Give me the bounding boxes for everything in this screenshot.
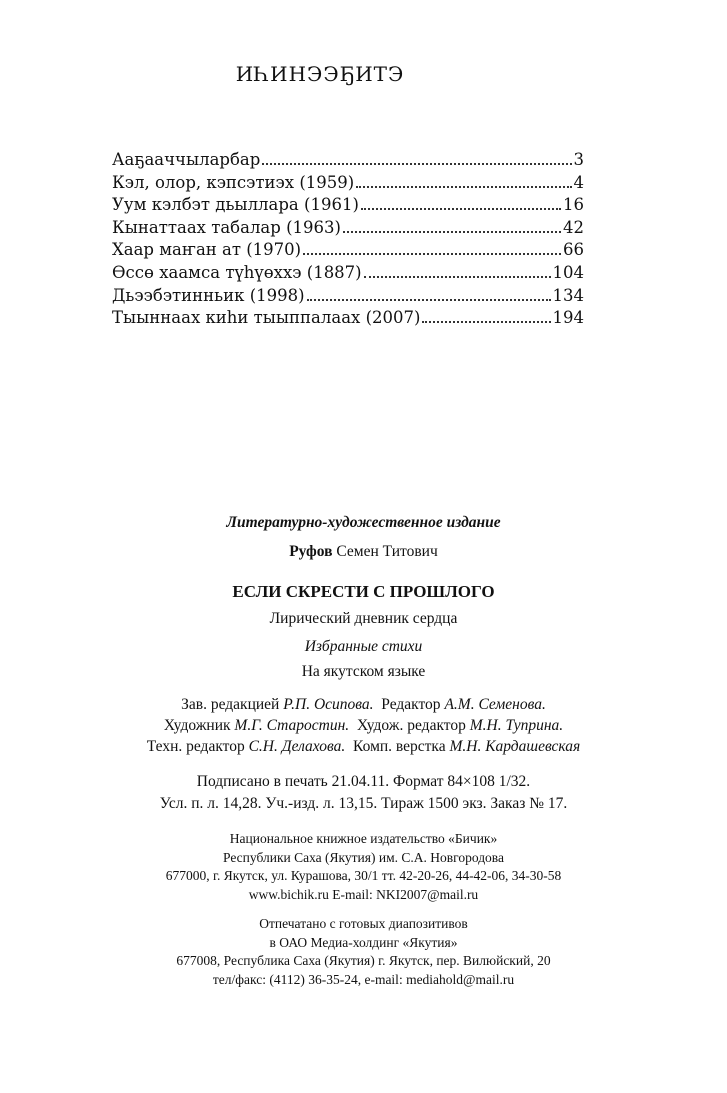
dot-leader bbox=[422, 321, 550, 323]
toc-entry-page: 16 bbox=[563, 195, 584, 215]
toc-entry bbox=[112, 173, 584, 196]
toc-entry bbox=[112, 286, 584, 309]
table-of-contents bbox=[112, 150, 584, 331]
printer-contacts: тел/факс: (4112) 36-35-24, e-mail: mediahold@mail.ru bbox=[212, 972, 515, 987]
book-language: На якутском языке bbox=[301, 663, 426, 680]
toc-entry-title: Дьээбэтинньик (1998) bbox=[112, 285, 305, 305]
toc-entry bbox=[112, 240, 584, 263]
author-surname: Руфов bbox=[289, 543, 333, 560]
dot-leader bbox=[343, 231, 561, 233]
book-subtitle: Лирический дневник сердца bbox=[269, 610, 458, 627]
toc-entry-page: 4 bbox=[573, 172, 584, 192]
toc-entry-page: 194 bbox=[552, 308, 584, 328]
toc-entry-title: Ааҕааччыларбар bbox=[112, 150, 261, 169]
toc-entry-page: 3 bbox=[573, 150, 584, 169]
publisher-line: Национальное книжное издательство «Бичик» bbox=[229, 831, 498, 846]
toc-entry-title: Тыыннаах киһи тыыппалаах (2007) bbox=[112, 308, 421, 328]
dot-leader bbox=[303, 253, 561, 255]
toc-entry-page: 134 bbox=[552, 285, 584, 305]
dot-leader bbox=[262, 163, 571, 165]
toc-entry bbox=[112, 195, 584, 218]
toc-entry-page: 104 bbox=[552, 262, 584, 282]
toc-entry bbox=[112, 263, 584, 286]
dot-leader bbox=[364, 276, 551, 278]
publisher-line: 677000, г. Якутск, ул. Курашова, 30/1 тт. 42-20-26, 44-42-06, 34-30-58 bbox=[165, 868, 562, 883]
publisher-contacts: www.bichik.ru E-mail: NKI2007@mail.ru bbox=[248, 887, 479, 902]
toc-entry bbox=[112, 308, 584, 331]
dot-leader bbox=[356, 186, 571, 188]
credit-label: Художник bbox=[163, 717, 235, 734]
credit-label: Комп. верстка bbox=[345, 738, 450, 755]
credit-name: М.Н. Туприна. bbox=[469, 717, 564, 734]
toc-entry-page: 66 bbox=[563, 240, 584, 260]
book-title: ЕСЛИ СКРЕСТИ С ПРОШЛОГО bbox=[232, 582, 495, 601]
toc-entry-title: Хаар маҥан ат (1970) bbox=[112, 240, 302, 260]
printer-line: в ОАО Медиа-холдинг «Якутия» bbox=[269, 935, 458, 950]
credits-line bbox=[0, 738, 727, 756]
credit-name: М.Г. Старостин. bbox=[234, 717, 350, 734]
credit-label: Редактор bbox=[373, 696, 445, 713]
author bbox=[0, 543, 727, 561]
publisher-line: Республики Саха (Якутия) им. С.А. Новгородова bbox=[223, 850, 504, 865]
author-name: Семен Титович bbox=[336, 543, 438, 560]
credit-name: А.М. Семенова. bbox=[444, 696, 546, 713]
credit-name: М.Н. Кардашевская bbox=[449, 738, 581, 755]
credits-line bbox=[0, 696, 727, 714]
toc-entry-title: Өссө хаамса түһүөххэ (1887) bbox=[112, 262, 362, 282]
printer-line: Отпечатано с готовых диапозитивов bbox=[259, 916, 468, 931]
credit-label: Зав. редакцией bbox=[181, 696, 284, 713]
edition-type: Литературно-художественное издание bbox=[226, 514, 501, 531]
toc-entry bbox=[112, 218, 584, 241]
toc-entry bbox=[112, 150, 584, 173]
printer-line: 677008, Республика Саха (Якутия) г. Якутск, пер. Вилюйский, 20 bbox=[176, 953, 551, 968]
print-info: Усл. п. л. 14,28. Уч.-изд. л. 13,15. Тираж 1500 экз. Заказ № 17. bbox=[159, 795, 568, 812]
book-genre: Избранные стихи bbox=[304, 638, 423, 655]
credits-line bbox=[0, 717, 727, 735]
dot-leader bbox=[361, 208, 561, 210]
credit-label: Худож. редактор bbox=[349, 717, 470, 734]
toc-entry-title: Уум кэлбэт дьыллара (1961) bbox=[112, 195, 359, 215]
toc-entry-page: 42 bbox=[563, 217, 584, 237]
toc-entry-title: Кынаттаах табалар (1963) bbox=[112, 217, 341, 237]
dot-leader bbox=[307, 299, 551, 301]
credit-name: С.Н. Делахова. bbox=[248, 738, 346, 755]
contents-heading: ИҺИНЭЭҔИТЭ bbox=[235, 62, 405, 86]
toc-entry-title: Кэл, олор, кэпсэтиэх (1959) bbox=[112, 172, 355, 192]
credit-label: Техн. редактор bbox=[146, 738, 249, 755]
credit-name: Р.П. Осипова. bbox=[283, 696, 374, 713]
print-info: Подписано в печать 21.04.11. Формат 84×108 1/32. bbox=[196, 773, 531, 790]
